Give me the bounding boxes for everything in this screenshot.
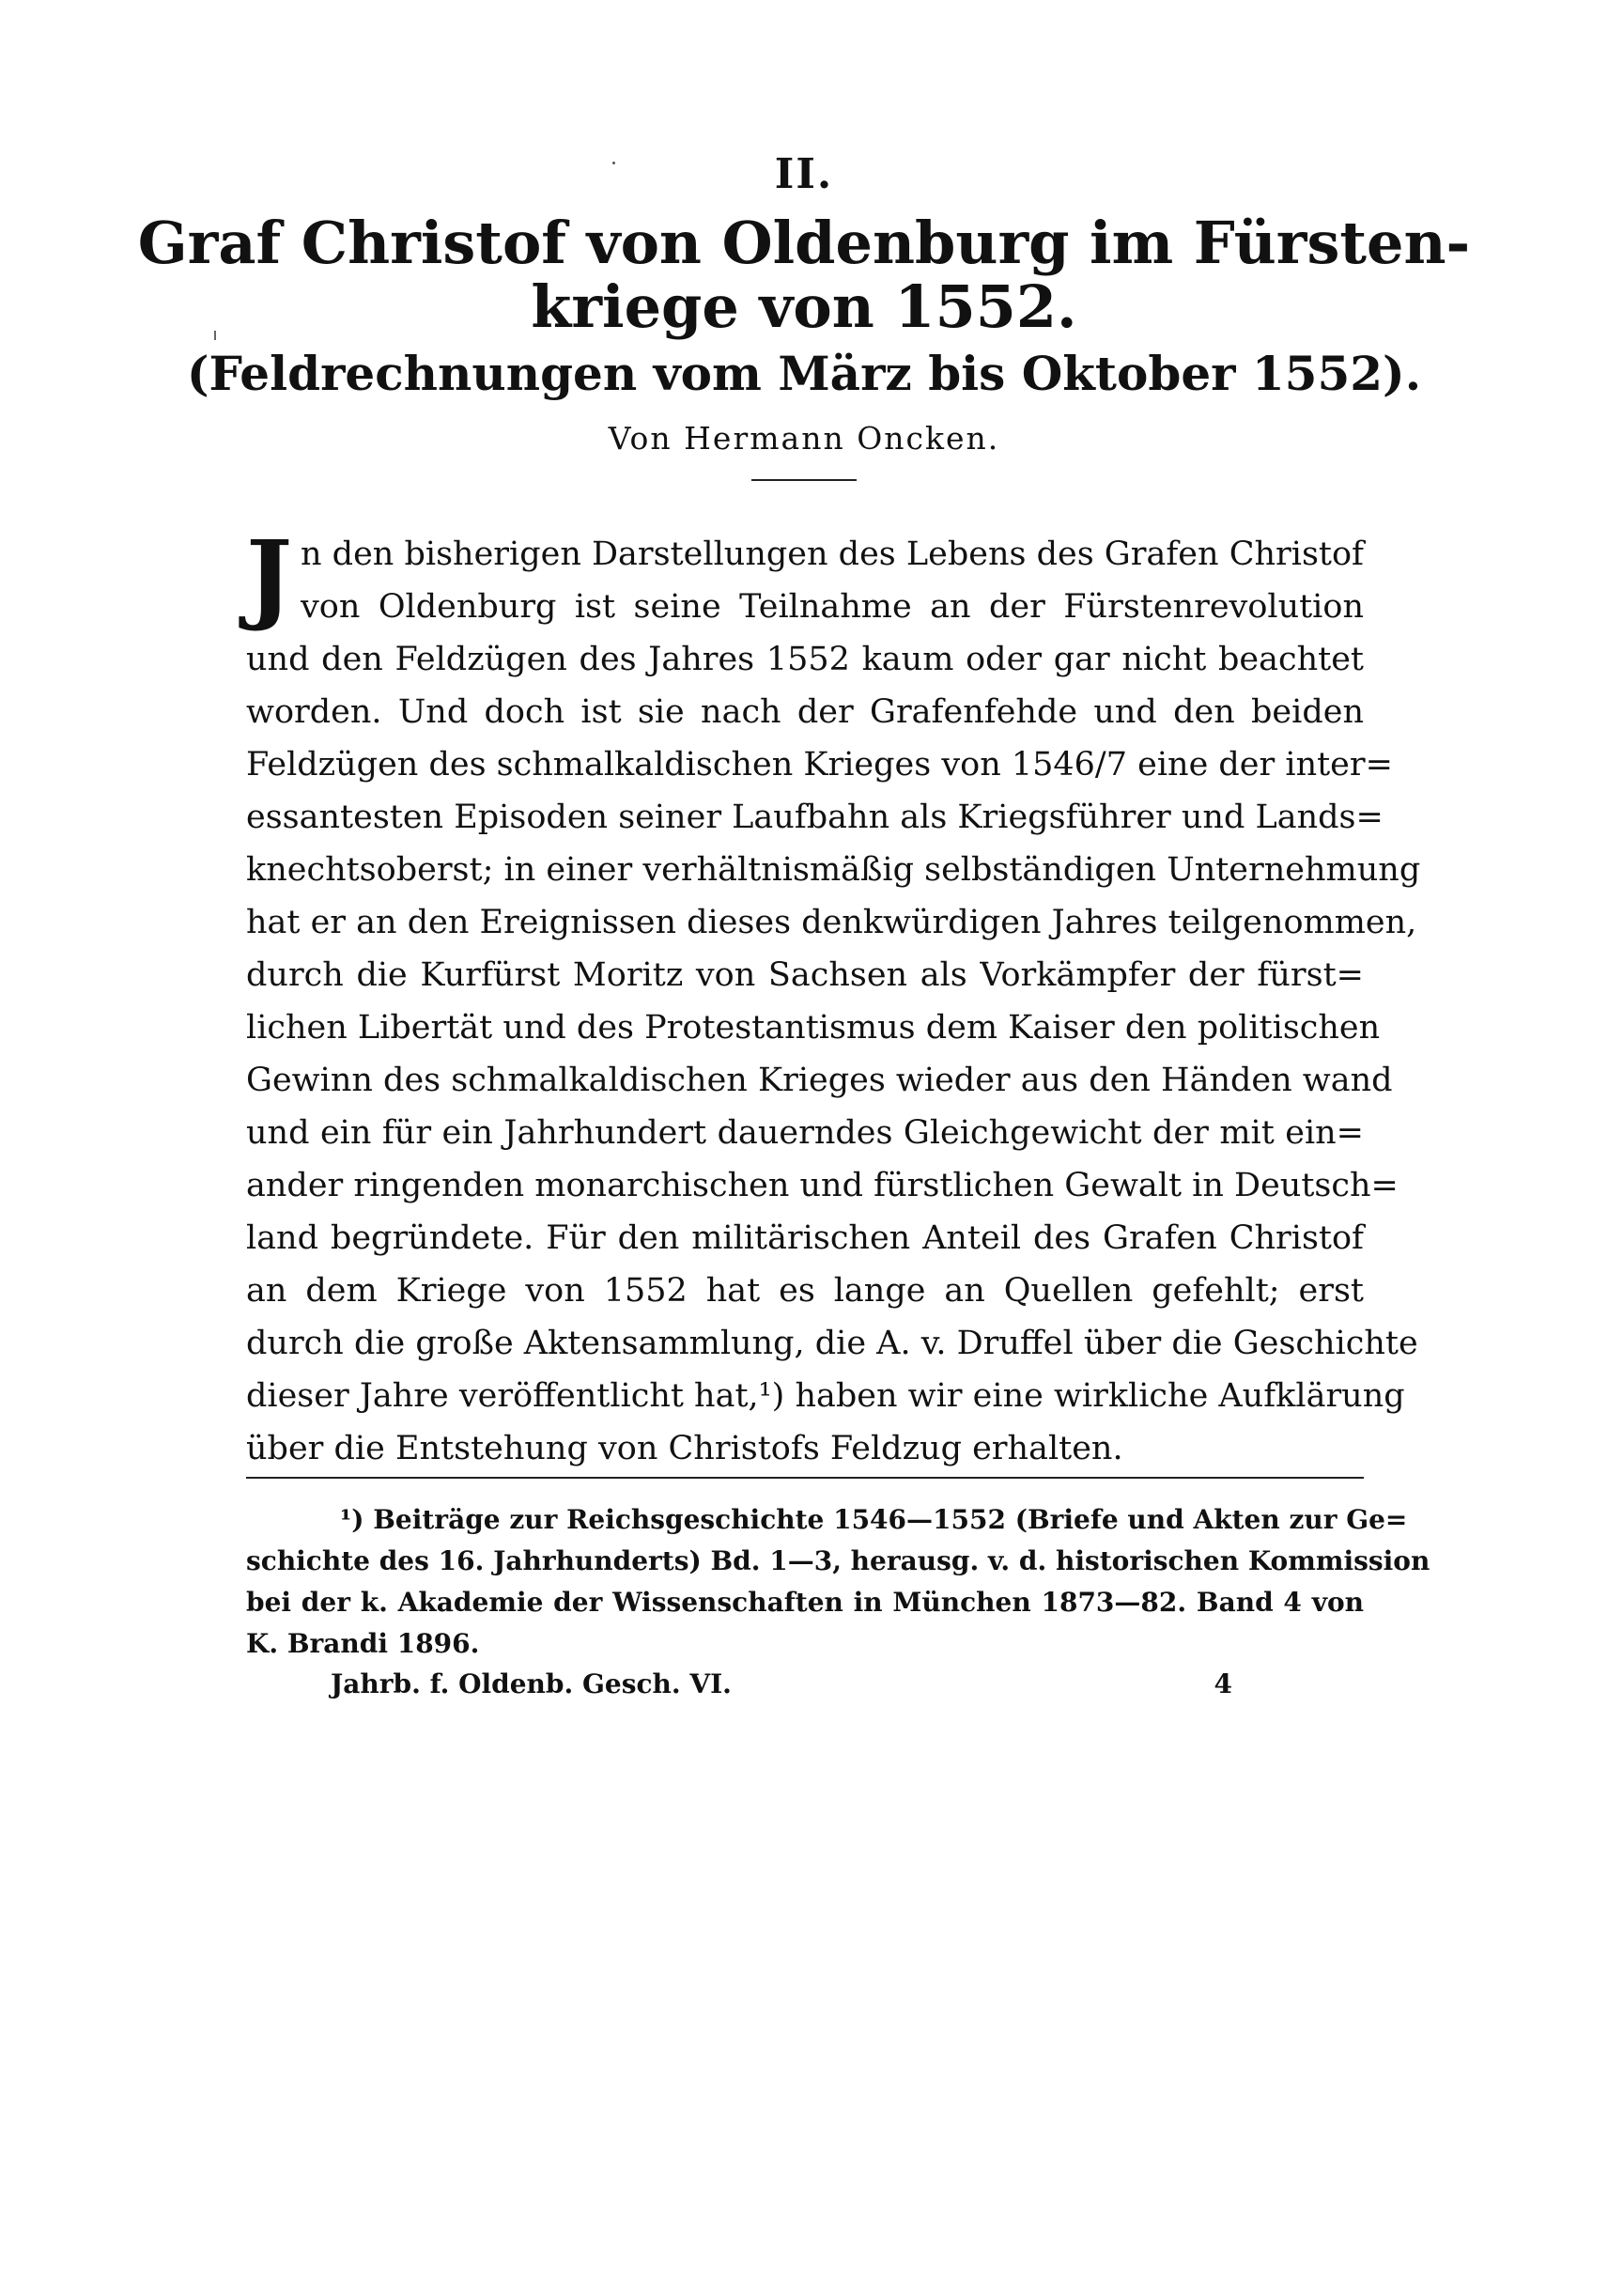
footnote-line: bei der k. Akademie der Wissenschaften in München 1873—82. Band 4 von [246, 1587, 1364, 1618]
title-line-2: kriege von 1552. [531, 272, 1077, 341]
body-line: hat er an den Ereignissen dieses denkwürdigen Jahres teilgenommen, [246, 904, 1417, 941]
drop-cap: J [246, 519, 293, 634]
body-line: von Oldenburg ist seine Teilnahme an der Fürstenrevolution [301, 588, 1364, 626]
chapter-numeral: II. [774, 150, 834, 198]
body-line: und den Feldzügen des Jahres 1552 kaum oder gar nicht beachtet [246, 641, 1364, 678]
footnote-line: ¹) Beiträge zur Reichsgeschichte 1546—1552 (Briefe und Akten zur Ge= [340, 1504, 1408, 1535]
body-line: n den bisherigen Darstellungen des Lebens des Grafen Christof [301, 535, 1364, 573]
journal-reference: Jahrb. f. Oldenb. Gesch. VI. [331, 1668, 732, 1699]
body-line: worden. Und doch ist sie nach der Grafenfehde und den beiden [246, 693, 1364, 731]
footnote-line: schichte des 16. Jahrhunderts) Bd. 1—3, herausg. v. d. historischen Kommission [246, 1545, 1430, 1576]
body-line: Gewinn des schmalkaldischen Krieges wieder aus den Händen wand [246, 1062, 1393, 1099]
body-line: Feldzügen des schmalkaldischen Krieges von 1546/7 eine der inter= [246, 746, 1393, 783]
body-line: und ein für ein Jahrhundert dauerndes Gleichgewicht der mit ein= [246, 1114, 1364, 1152]
body-line: ander ringenden monarchischen und fürstlichen Gewalt in Deutsch= [246, 1167, 1399, 1204]
body-line: dieser Jahre veröffentlicht hat,¹) haben wir eine wirkliche Aufklärung [246, 1377, 1405, 1415]
body-line: land begründete. Für den militärischen Anteil des Grafen Christof [246, 1219, 1364, 1257]
footnotes [246, 1499, 1430, 1665]
body-line: durch die Kurfürst Moritz von Sachsen als Vorkämpfer der fürst= [246, 956, 1364, 994]
body-line: essantesten Episoden seiner Laufbahn als Kriegsführer und Lands= [246, 799, 1384, 836]
page-footer [331, 1668, 1232, 1706]
footnote-line: K. Brandi 1896. [246, 1628, 480, 1659]
body-line: über die Entstehung von Christofs Feldzug erhalten. [246, 1430, 1123, 1467]
subtitle: (Feldrechnungen vom März bis Oktober 1552). [186, 346, 1422, 401]
body-text [246, 528, 1421, 1475]
body-line: knechtsoberst; in einer verhältnismäßig selbständigen Unternehmung [246, 851, 1421, 889]
body-line: an dem Kriege von 1552 hat es lange an Quellen gefehlt; erst [246, 1272, 1364, 1310]
footnote-rule [246, 1477, 1364, 1479]
body-line: lichen Libertät und des Protestantismus dem Kaiser den politischen [246, 1009, 1381, 1047]
page-number: 4 [1214, 1668, 1232, 1699]
author-line: Von Hermann Oncken. [608, 420, 1000, 457]
body-line: durch die große Aktensammlung, die A. v. Druffel über die Geschichte [246, 1325, 1418, 1362]
title-rule [751, 479, 857, 481]
title-line-1: Graf Christof von Oldenburg im Fürsten- [137, 209, 1471, 277]
